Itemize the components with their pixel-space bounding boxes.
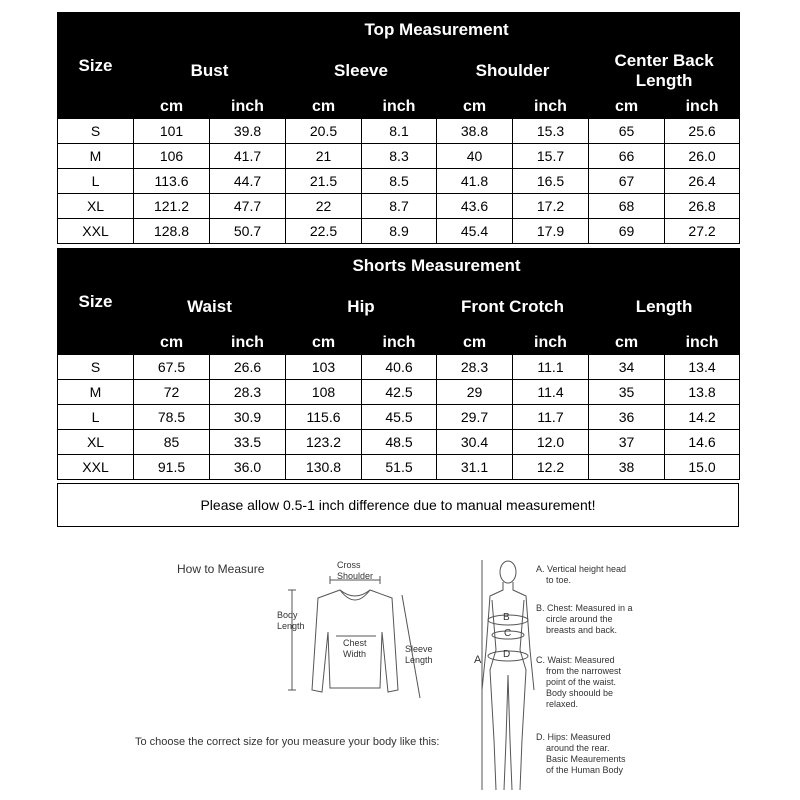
value-cell: 69 xyxy=(589,219,665,244)
value-cell: 51.5 xyxy=(362,455,437,480)
value-cell: 15.3 xyxy=(513,119,589,144)
value-cell: 45.5 xyxy=(362,405,437,430)
size-header: Size xyxy=(58,13,134,119)
value-cell: 27.2 xyxy=(665,219,740,244)
value-cell: 17.2 xyxy=(513,194,589,219)
value-cell: 67.5 xyxy=(134,355,210,380)
instruction-b: B. Chest: Measured in a circle around the breasts and back. xyxy=(536,603,633,635)
value-cell: 128.8 xyxy=(134,219,210,244)
value-cell: 35 xyxy=(589,380,665,405)
value-cell: 34 xyxy=(589,355,665,380)
table-row xyxy=(58,355,740,380)
table-row xyxy=(58,405,740,430)
table-row xyxy=(58,380,740,405)
value-cell: 45.4 xyxy=(437,219,513,244)
value-cell: 67 xyxy=(589,169,665,194)
column-header: Sleeve xyxy=(286,47,437,95)
value-cell: 42.5 xyxy=(362,380,437,405)
value-cell: 13.4 xyxy=(665,355,740,380)
value-cell: 11.1 xyxy=(513,355,589,380)
unit-header: inch xyxy=(665,95,740,119)
value-cell: 12.0 xyxy=(513,430,589,455)
size-cell: L xyxy=(58,405,134,430)
value-cell: 17.9 xyxy=(513,219,589,244)
value-cell: 38.8 xyxy=(437,119,513,144)
value-cell: 14.2 xyxy=(665,405,740,430)
table-row xyxy=(58,169,740,194)
value-cell: 11.7 xyxy=(513,405,589,430)
shorts-measurement-table xyxy=(57,248,740,480)
cross-shoulder-label: Cross Shoulder xyxy=(337,560,374,581)
value-cell: 8.3 xyxy=(362,144,437,169)
column-header: Waist xyxy=(134,283,286,331)
size-cell: XL xyxy=(58,194,134,219)
body-length-label: Body Length xyxy=(277,610,305,631)
value-cell: 22.5 xyxy=(286,219,362,244)
unit-header: inch xyxy=(513,95,589,119)
value-cell: 14.6 xyxy=(665,430,740,455)
table-title: Shorts Measurement xyxy=(134,249,740,283)
body-label-c: C xyxy=(504,628,512,639)
table-title: Top Measurement xyxy=(134,13,740,47)
column-header: Shoulder xyxy=(437,47,589,95)
value-cell: 30.4 xyxy=(437,430,513,455)
value-cell: 101 xyxy=(134,119,210,144)
value-cell: 108 xyxy=(286,380,362,405)
unit-header: cm xyxy=(437,331,513,355)
value-cell: 113.6 xyxy=(134,169,210,194)
column-header: Front Crotch xyxy=(437,283,589,331)
value-cell: 12.2 xyxy=(513,455,589,480)
value-cell: 43.6 xyxy=(437,194,513,219)
size-header: Size xyxy=(58,249,134,355)
unit-header: cm xyxy=(134,331,210,355)
value-cell: 28.3 xyxy=(437,355,513,380)
size-cell: M xyxy=(58,380,134,405)
value-cell: 40.6 xyxy=(362,355,437,380)
value-cell: 11.4 xyxy=(513,380,589,405)
unit-header: inch xyxy=(210,95,286,119)
table-row xyxy=(58,455,740,480)
value-cell: 8.1 xyxy=(362,119,437,144)
size-cell: XXL xyxy=(58,455,134,480)
value-cell: 26.8 xyxy=(665,194,740,219)
value-cell: 48.5 xyxy=(362,430,437,455)
value-cell: 16.5 xyxy=(513,169,589,194)
unit-header: cm xyxy=(286,95,362,119)
column-header: Bust xyxy=(134,47,286,95)
value-cell: 13.8 xyxy=(665,380,740,405)
unit-header: inch xyxy=(513,331,589,355)
value-cell: 31.1 xyxy=(437,455,513,480)
unit-header: inch xyxy=(210,331,286,355)
value-cell: 21.5 xyxy=(286,169,362,194)
value-cell: 44.7 xyxy=(210,169,286,194)
value-cell: 41.8 xyxy=(437,169,513,194)
value-cell: 29.7 xyxy=(437,405,513,430)
top-measurement-table xyxy=(57,12,740,244)
value-cell: 38 xyxy=(589,455,665,480)
chest-width-label: Chest Width xyxy=(343,638,367,659)
value-cell: 41.7 xyxy=(210,144,286,169)
table-row xyxy=(58,119,740,144)
value-cell: 91.5 xyxy=(134,455,210,480)
sleeve-length-label: Sleeve Length xyxy=(405,644,433,665)
body-figure-illustration xyxy=(0,540,800,800)
table-row xyxy=(58,194,740,219)
value-cell: 29 xyxy=(437,380,513,405)
table-row xyxy=(58,430,740,455)
value-cell: 20.5 xyxy=(286,119,362,144)
value-cell: 121.2 xyxy=(134,194,210,219)
value-cell: 123.2 xyxy=(286,430,362,455)
value-cell: 22 xyxy=(286,194,362,219)
table-row xyxy=(58,144,740,169)
unit-header: cm xyxy=(589,95,665,119)
unit-header: inch xyxy=(362,95,437,119)
how-to-measure-heading: How to Measure xyxy=(177,562,265,576)
value-cell: 15.7 xyxy=(513,144,589,169)
value-cell: 40 xyxy=(437,144,513,169)
value-cell: 65 xyxy=(589,119,665,144)
measure-guide xyxy=(0,540,800,800)
value-cell: 15.0 xyxy=(665,455,740,480)
column-header: Hip xyxy=(286,283,437,331)
size-cell: M xyxy=(58,144,134,169)
instruction-c: C. Waist: Measured from the narrowest point of the waist. Body shoould be relaxed. xyxy=(536,655,622,709)
value-cell: 68 xyxy=(589,194,665,219)
value-cell: 103 xyxy=(286,355,362,380)
value-cell: 115.6 xyxy=(286,405,362,430)
value-cell: 8.5 xyxy=(362,169,437,194)
body-label-b: B xyxy=(503,612,510,623)
measurement-note: Please allow 0.5-1 inch difference due to manual measurement! xyxy=(57,483,739,527)
size-cell: S xyxy=(58,119,134,144)
value-cell: 26.4 xyxy=(665,169,740,194)
value-cell: 30.9 xyxy=(210,405,286,430)
instruction-a: A. Vertical height head to toe. xyxy=(536,564,627,585)
column-header: Length xyxy=(589,283,740,331)
column-header: Center Back Length xyxy=(589,47,740,95)
table-row xyxy=(58,219,740,244)
value-cell: 8.9 xyxy=(362,219,437,244)
value-cell: 8.7 xyxy=(362,194,437,219)
value-cell: 106 xyxy=(134,144,210,169)
instruction-d: D. Hips: Measured around the rear. Basic Meaurements of the Human Body xyxy=(536,732,626,775)
value-cell: 26.0 xyxy=(665,144,740,169)
value-cell: 37 xyxy=(589,430,665,455)
value-cell: 78.5 xyxy=(134,405,210,430)
value-cell: 66 xyxy=(589,144,665,169)
value-cell: 28.3 xyxy=(210,380,286,405)
value-cell: 50.7 xyxy=(210,219,286,244)
value-cell: 21 xyxy=(286,144,362,169)
size-cell: S xyxy=(58,355,134,380)
shorts-rows xyxy=(58,355,740,480)
value-cell: 39.8 xyxy=(210,119,286,144)
value-cell: 33.5 xyxy=(210,430,286,455)
unit-header: cm xyxy=(134,95,210,119)
unit-header: inch xyxy=(665,331,740,355)
value-cell: 85 xyxy=(134,430,210,455)
value-cell: 36 xyxy=(589,405,665,430)
size-cell: XL xyxy=(58,430,134,455)
value-cell: 47.7 xyxy=(210,194,286,219)
unit-header: cm xyxy=(589,331,665,355)
value-cell: 25.6 xyxy=(665,119,740,144)
body-label-a: A xyxy=(474,654,482,666)
unit-header: cm xyxy=(286,331,362,355)
unit-header: cm xyxy=(437,95,513,119)
choose-size-text: To choose the correct size for you measure your body like this: xyxy=(135,736,440,748)
value-cell: 36.0 xyxy=(210,455,286,480)
value-cell: 130.8 xyxy=(286,455,362,480)
value-cell: 72 xyxy=(134,380,210,405)
value-cell: 26.6 xyxy=(210,355,286,380)
unit-header: inch xyxy=(362,331,437,355)
size-cell: L xyxy=(58,169,134,194)
top-rows xyxy=(58,119,740,244)
size-cell: XXL xyxy=(58,219,134,244)
body-label-d: D xyxy=(503,649,511,660)
